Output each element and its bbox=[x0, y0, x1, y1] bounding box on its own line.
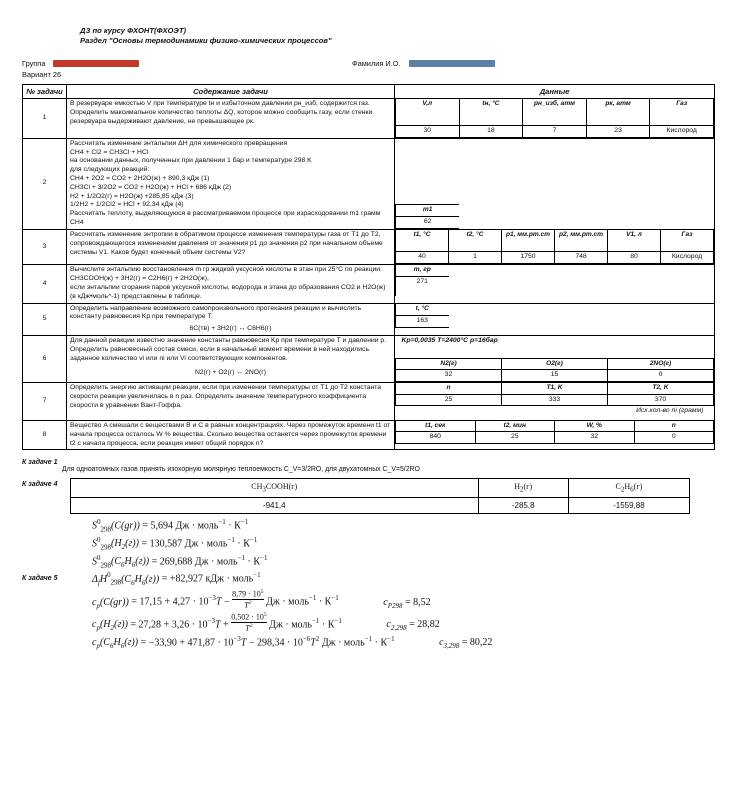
data-value: 7 bbox=[523, 125, 587, 137]
data-value: 32 bbox=[555, 432, 635, 444]
task-data bbox=[395, 420, 715, 449]
table-row bbox=[23, 336, 715, 383]
task-number: 7 bbox=[23, 382, 67, 420]
meta-row bbox=[22, 59, 715, 79]
k4-header-cell: CH3COOH(г) bbox=[71, 479, 479, 498]
equation-line: $S^0_{298}(C(gr)) = 5,694$ Дж · моль$^{-1}$ · $К^{-1}$ bbox=[92, 517, 249, 534]
task-line: CH4 + 2O2 = CO2 + 2H2O(ж) + 890,3 кДж (1) bbox=[70, 175, 210, 182]
data-value: 271 bbox=[396, 276, 449, 296]
task-text: В резервуаре емкостью V при температуре tн и избыточном давлении рн_изб, содержится газ. Определить максимальное количество теплоты ΔQ, которое можно сообщить газу, если стенки резервуара выдерживают давление, не превышающее рк. bbox=[67, 99, 395, 138]
task-text bbox=[67, 265, 395, 303]
task-line: для следующих реакций: bbox=[70, 166, 150, 174]
data-header: m1 bbox=[396, 205, 460, 217]
data-header: W, % bbox=[555, 421, 635, 432]
data-header: n bbox=[634, 421, 714, 432]
task-text bbox=[67, 336, 395, 383]
data-value: 1750 bbox=[502, 252, 555, 264]
k4-value: -941,4 bbox=[71, 497, 479, 513]
tasks-table bbox=[22, 84, 715, 451]
task-data bbox=[395, 229, 715, 264]
task-data bbox=[395, 138, 715, 229]
variant-label: Вариант 26 bbox=[22, 69, 62, 79]
data-subtable bbox=[395, 230, 714, 264]
surname-label: Фамилия И.О. bbox=[352, 58, 401, 68]
data-value: 0 bbox=[608, 370, 714, 382]
data-header: n bbox=[396, 383, 502, 394]
task-equation: N2(г) + O2(г) ↔ 2NO(г) bbox=[194, 368, 267, 376]
data-value: 18 bbox=[459, 125, 523, 137]
data-header: Газ bbox=[661, 230, 714, 252]
data-header: 2NO(г) bbox=[608, 358, 714, 370]
table-row bbox=[23, 420, 715, 449]
task-number: 2 bbox=[23, 138, 67, 229]
k4-header-row bbox=[71, 479, 690, 498]
data-header: V,л bbox=[396, 99, 460, 125]
data-header: T1, K bbox=[502, 383, 608, 394]
data-header: t2, °C bbox=[449, 230, 502, 252]
task-number: 5 bbox=[23, 303, 67, 335]
data-subtable bbox=[395, 336, 714, 382]
notes-section bbox=[22, 459, 715, 650]
task-number: 4 bbox=[23, 265, 67, 303]
k4-table bbox=[70, 478, 690, 514]
task-line: Для данной реакции известно значение константы равновесия Kp при температуре T и давлении p. Определить равновесный состав смеси, если в начальный момент времени в ней находились заданное количество vi или ni или Vi соответствующих компонентов. bbox=[70, 337, 387, 362]
data-value: 32 bbox=[396, 370, 502, 382]
data-value: 80 bbox=[608, 252, 661, 264]
header-line-1: ДЗ по курсу ФХОНТ(ФХОЭТ) bbox=[80, 26, 186, 35]
data-header: t1, сек bbox=[396, 421, 476, 432]
task-text bbox=[67, 303, 395, 335]
cp-value: $c_{3,298} = 80,22$ bbox=[439, 637, 493, 651]
data-header: рн_изб, атм bbox=[523, 99, 587, 125]
task-data bbox=[395, 382, 715, 420]
data-value: 840 bbox=[396, 432, 476, 444]
task-text: Определить энергию активации реакции, если при изменении температуры от T1 до T2 константа скорости реакции увеличилась в n раз. Определить значение температурного коэффициента скорости в уравнении Вант-Гоффа. bbox=[67, 382, 395, 420]
col-task-number: № задачи bbox=[23, 84, 67, 99]
task-line: Вычислите энтальпию восстановления m гр жидкой уксусной кислоты в этан при 25°C по реакции: bbox=[70, 266, 382, 274]
k4-value: -1559,88 bbox=[568, 497, 689, 513]
task-number: 3 bbox=[23, 229, 67, 264]
data-header: рк, атм bbox=[586, 99, 650, 125]
group-label: Группа bbox=[22, 58, 46, 68]
k4-header-cell: C2H6(г) bbox=[568, 479, 689, 498]
data-header: N2(г) bbox=[396, 358, 502, 370]
col-data: Данные bbox=[395, 84, 715, 99]
data-value: Кислород bbox=[661, 252, 714, 264]
table-header-row bbox=[23, 84, 715, 99]
data-header: T2, K bbox=[608, 383, 714, 394]
data-value: 25 bbox=[475, 432, 555, 444]
equation-line: $S^0_{298}(H_2(г)) = 130,587$ Дж · моль$^{-1}$ · $К^{-1}$ bbox=[92, 535, 258, 552]
data-value: 15 bbox=[502, 370, 608, 382]
note-text-task1: Для одноатомных газов принять изохорную молярную теплоемкость C_V=3/2RO, для двухатомных C_V=5/2RO bbox=[62, 466, 420, 474]
data-value: 748 bbox=[555, 252, 608, 264]
task-note: Kp=0,0035 T=2400°C p=16бар bbox=[401, 337, 498, 345]
k4-header-cell: H2(г) bbox=[478, 479, 568, 498]
data-subtable bbox=[395, 99, 714, 137]
group-field bbox=[22, 59, 352, 68]
data-subtable bbox=[395, 304, 714, 328]
data-header: p2, мм.рт.ст bbox=[555, 230, 608, 252]
data-subtable bbox=[395, 265, 714, 296]
data-header: Газ bbox=[650, 99, 714, 125]
task-line: на основании данных, полученных при давлении 1 бар и температуре 298 K bbox=[70, 157, 312, 165]
data-header: V1, л bbox=[608, 230, 661, 252]
task-text bbox=[67, 138, 395, 229]
data-value: 163 bbox=[396, 316, 449, 328]
task-number: 8 bbox=[23, 420, 67, 449]
k4-value: -285,8 bbox=[478, 497, 568, 513]
equation-line: $c_p(C(gr)) = 17,15 + 4,27 \cdot 10^{-3}T$ − $\frac{8,79 \cdot 10^5}{T^2}$ Дж · моль$^{-1}$ · $К^{-1}$ $c_{P298} = 8,52$ bbox=[92, 589, 431, 610]
task-number: 1 bbox=[23, 99, 67, 138]
task-note: Исх.кол-во ni (грамм) bbox=[636, 407, 704, 415]
data-subtable bbox=[395, 383, 714, 420]
task-line: CH3Cl + 3/2O2 = CO2 + H2O(ж) + HCl + 686 кДж (2) bbox=[70, 183, 232, 191]
task-line: H2 + 1/2O2(г) = H2O(ж) +285,85 кДж (3) bbox=[70, 192, 194, 200]
cp-value: $c_{P298} = 8,52$ bbox=[383, 596, 431, 610]
col-task-content: Содержание задачи bbox=[67, 84, 395, 99]
table-row bbox=[23, 138, 715, 229]
data-header: O2(г) bbox=[502, 358, 608, 370]
data-value: 333 bbox=[502, 394, 608, 406]
table-row bbox=[23, 229, 715, 264]
task-data bbox=[395, 303, 715, 335]
equation-line: $c_p(H_2(г)) = 27,28 + 3,26 \cdot 10^{-3}T$ + $\frac{0,502 \cdot 10^5}{T^2}$ Дж · моль$^{-1}$ · $К^{-1}$ $c_{2,298} = 28,82$ bbox=[92, 612, 440, 633]
task-number: 6 bbox=[23, 336, 67, 383]
table-row bbox=[23, 265, 715, 303]
equation-line: $S^0_{298}(C_6H_6(г)) = 269,688$ Дж · моль$^{-1}$ · $К^{-1}$ bbox=[92, 553, 268, 569]
task-line: Рассчитать изменение энтальпии ΔН для химического превращения bbox=[70, 139, 288, 147]
cp-value: $c_{2,298} = 28,82$ bbox=[386, 619, 440, 633]
equations-block bbox=[92, 518, 715, 650]
task-line: CH3COOH(ж) + 3H2(г) = C2H6(г) + 2H2O(ж), bbox=[70, 275, 209, 283]
group-redaction bbox=[53, 60, 139, 67]
table-row bbox=[23, 382, 715, 420]
task-equation: 6C(тв) + 3H2(г) ↔ C6H6(г) bbox=[189, 325, 272, 333]
task-data bbox=[395, 265, 715, 303]
table-row bbox=[23, 99, 715, 138]
table-row bbox=[23, 303, 715, 335]
note-tag-task5: К задаче 5 bbox=[22, 575, 58, 583]
note-tag-task4: К задаче 4 bbox=[22, 481, 58, 489]
task-line: Рассчитать теплоту, выделяющуюся в рассматриваемом процессе при израсходовании m1 грамм CH4 bbox=[70, 210, 381, 227]
data-value: 25 bbox=[396, 394, 502, 406]
k4-value-row bbox=[71, 497, 690, 513]
data-value: 23 bbox=[586, 125, 650, 137]
surname-redaction bbox=[409, 60, 495, 67]
task-line: 1/2H2 + 1/2Cl2 = HCl + 92,34 кДж (4) bbox=[70, 201, 184, 209]
data-header: m, гр bbox=[396, 265, 449, 276]
data-value: Кислород bbox=[650, 125, 714, 137]
data-value: 1 bbox=[449, 252, 502, 264]
task-data bbox=[395, 336, 715, 383]
surname-field bbox=[352, 59, 715, 68]
data-value: 370 bbox=[608, 394, 714, 406]
task-line: CH4 + Cl2 = CH3Cl + HCl bbox=[70, 148, 149, 156]
data-header: t2, мин bbox=[475, 421, 555, 432]
data-subtable bbox=[395, 139, 714, 229]
data-header: tн, °C bbox=[459, 99, 523, 125]
data-subtable bbox=[395, 421, 714, 444]
data-header: t1, °C bbox=[396, 230, 449, 252]
task-line: если энтальпии сгорания паров уксусной кислоты, водорода и этана до образования CO2 и H2O(ж) (в кДж•моль^-1) представлены в таблице. bbox=[70, 283, 386, 300]
note-tag-task1: К задаче 1 bbox=[22, 459, 58, 467]
data-value: 40 bbox=[396, 252, 449, 264]
data-value: 62 bbox=[396, 216, 460, 228]
task-text: Рассчитать изменение энтропии в обратимом процессе изменения температуры газа от T1 до T2, сопровождающегося изменением давления от значения р1 до значения р2 при начальном объеме системы V1. Каков будет конечный объем системы V2? bbox=[67, 229, 395, 264]
document-header bbox=[80, 26, 715, 47]
equation-line: $\Delta_fH^0_{298}(C_6H_6(г)) = +82,927$ кДж · моль$^{-1}$ bbox=[92, 571, 261, 587]
data-value: 0 bbox=[634, 432, 714, 444]
task-text: Вещество A смешали с веществами B и C в равных концентрациях. Через промежуток времени t1 от начала процесса осталось W % вещества. Сколько вещества останется через промежуток времени t2 с начала процесса, если реакция имеет общий порядок n? bbox=[67, 420, 395, 449]
header-line-2: Раздел "Основы термодинамики физико-химических процессов" bbox=[80, 36, 332, 46]
task-line: Определить направление возможного самопроизвольного протекания реакции и вычислить константу равновесия Kp при температуре T. bbox=[70, 304, 362, 321]
task-data bbox=[395, 99, 715, 138]
data-header: t, °C bbox=[396, 304, 449, 316]
data-header: p1, мм.рт.ст bbox=[502, 230, 555, 252]
data-value: 30 bbox=[396, 125, 460, 137]
equation-line: $c_p(C_6H_6(г)) = -33,90 + 471,87 \cdot 10^{-3}T - 298,34 \cdot 10^{-6}T^2$ Дж · моль$^{-1}$ · $К^{-1}$ $c_{3,298} = 80,22$ bbox=[92, 634, 493, 651]
